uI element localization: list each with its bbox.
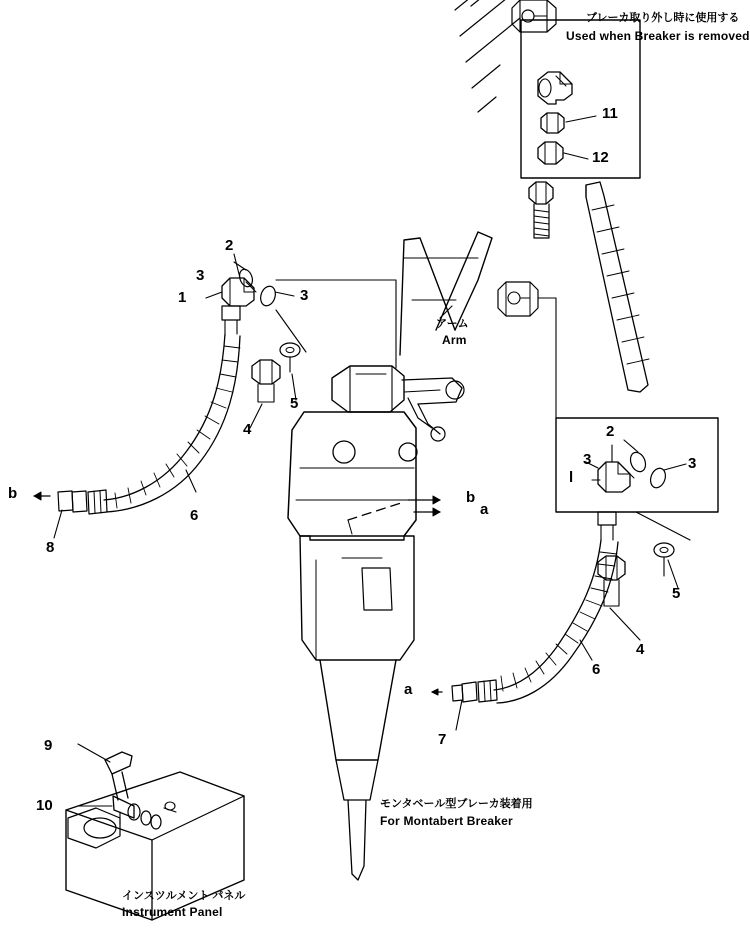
callout-3-right-left: 3: [583, 451, 592, 468]
callout-4-left: 4: [243, 421, 252, 438]
section-mark-b-center: b: [466, 489, 476, 506]
callout-3-left-upper: 3: [196, 267, 205, 284]
note-box-title-jp: ブレーカ取り外し時に使用する: [586, 12, 740, 24]
callout-10-panel: 10: [36, 797, 53, 814]
arm-label-en: Arm: [442, 333, 467, 347]
callout-3-right-right: 3: [688, 455, 697, 472]
callout-4-right: 4: [636, 641, 645, 658]
section-mark-a-center: a: [480, 501, 489, 518]
callout-8-left: 8: [46, 539, 55, 556]
callout-1-right: l: [569, 469, 574, 486]
arm-label-jp: アーム: [436, 318, 469, 330]
callout-5-right: 5: [672, 585, 681, 602]
callout-6-left: 6: [190, 507, 199, 524]
callout-7-right: 7: [438, 731, 447, 748]
note-box-title-en: Used when Breaker is removed: [566, 29, 750, 43]
hatching-top: [455, 0, 520, 112]
callout-3-left-right: 3: [300, 287, 309, 304]
callout-6-right: 6: [592, 661, 601, 678]
callout-2-left: 2: [225, 237, 234, 254]
callout-9-panel: 9: [44, 737, 53, 754]
main-title-jp: モンタベール型ブレーカ装着用: [380, 798, 533, 810]
long-hose-right: [586, 182, 649, 392]
callout-1-left: 1: [178, 289, 187, 306]
excavator-arm: [400, 232, 556, 418]
section-mark-a-lower: a: [404, 681, 413, 698]
callout-12-top: 12: [592, 149, 609, 166]
left-fitting-group: [206, 254, 396, 428]
callout-11-top: 11: [602, 105, 618, 122]
panel-label-en: Instrument Panel: [122, 905, 223, 919]
callout-5-left: 5: [290, 395, 299, 412]
section-mark-b-left: b: [8, 485, 18, 502]
callout-2-right: 2: [606, 423, 615, 440]
panel-label-jp: インスツルメント パネル: [122, 890, 246, 902]
right-hose: [432, 512, 690, 730]
left-hose: [34, 306, 240, 538]
main-title-en: For Montabert Breaker: [380, 814, 513, 828]
